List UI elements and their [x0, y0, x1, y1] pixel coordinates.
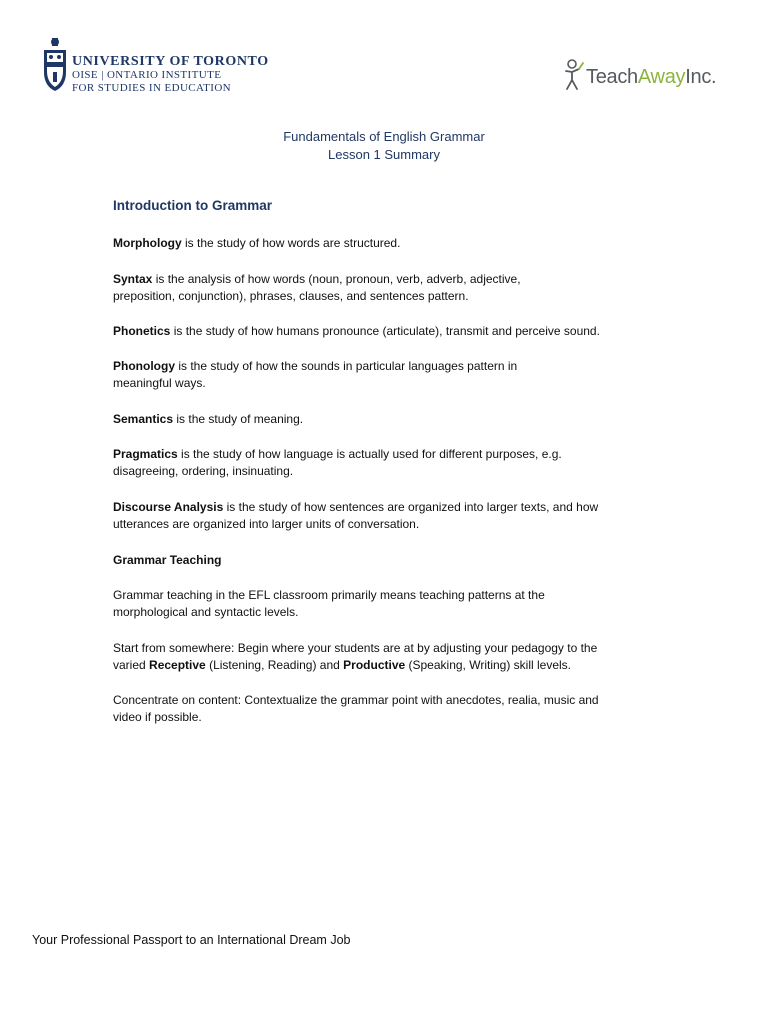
productive-term: Productive: [343, 658, 406, 672]
teachaway-logo: [562, 58, 732, 94]
receptive-term: Receptive: [149, 658, 206, 672]
section-heading-grammar-teaching: Grammar Teaching: [113, 553, 222, 567]
definition-term: Phonetics: [113, 324, 171, 338]
institute-name-line1: OISE | ONTARIO INSTITUTE: [72, 69, 222, 81]
logo-word-teach: Teach: [586, 66, 638, 88]
paragraph-text: (Listening, Reading) and: [205, 658, 344, 672]
definition-text: is the study of how sentences are organized into larger texts, and how utterances are organized into larger units of conversation.: [113, 500, 599, 531]
document-title: Fundamentals of English Grammar: [283, 129, 485, 144]
definition-morphology: [113, 235, 643, 252]
definition-term: Phonology: [113, 359, 175, 373]
uoft-oise-logo: [42, 38, 282, 96]
definition-syntax: [113, 271, 553, 305]
university-name: UNIVERSITY OF TORONTO: [72, 54, 269, 69]
definition-text: is the study of how the sounds in particular languages pattern in meaningful ways.: [113, 359, 518, 390]
definition-text: is the study of how humans pronounce (articulate), transmit and perceive sound.: [170, 324, 600, 338]
definition-phonetics: [113, 323, 673, 340]
definition-text: is the analysis of how words (noun, pronoun, verb, adverb, adjective, preposition, conjunction), phrases, clauses, and sentences pattern.: [113, 272, 521, 303]
definition-semantics: [113, 411, 643, 428]
definition-text: is the study of how words are structured.: [181, 236, 401, 250]
teaching-paragraph-1: Grammar teaching in the EFL classroom primarily means teaching patterns at the morphological and syntactic levels.: [113, 588, 545, 619]
definition-term: Semantics: [113, 412, 174, 426]
definition-term: Syntax: [113, 272, 153, 286]
definition-pragmatics: [113, 446, 593, 480]
definition-text: is the study of meaning.: [173, 412, 304, 426]
definition-text: is the study of how language is actually used for different purposes, e.g. disagreeing, ordering, insinuating.: [113, 447, 562, 478]
teaching-paragraph-3: Concentrate on content: Contextualize the grammar point with anecdotes, realia, music and video if possible.: [113, 693, 599, 724]
section-heading-introduction: Introduction to Grammar: [113, 198, 273, 213]
institute-name-line2: FOR STUDIES IN EDUCATION: [72, 82, 232, 94]
logo-word-inc: Inc.: [685, 66, 717, 88]
paragraph-text: Start from somewhere: Begin where your students are at by adjusting your pedagogy to the varied: [113, 641, 598, 672]
uoft-crest-icon: [42, 38, 68, 92]
definition-discourse-analysis: [113, 499, 603, 533]
definition-term: Pragmatics: [113, 447, 178, 461]
footer-tagline: Your Professional Passport to an International Dream Job: [32, 933, 351, 947]
definition-term: Morphology: [113, 236, 182, 250]
paragraph-text: (Speaking, Writing) skill levels.: [405, 658, 572, 672]
definition-phonology: [113, 358, 553, 392]
logo-word-away: Away: [637, 66, 686, 88]
teaching-paragraph-2: [113, 640, 623, 674]
document-subtitle: Lesson 1 Summary: [328, 147, 440, 162]
person-figure-icon: [562, 58, 588, 92]
definition-term: Discourse Analysis: [113, 500, 224, 514]
